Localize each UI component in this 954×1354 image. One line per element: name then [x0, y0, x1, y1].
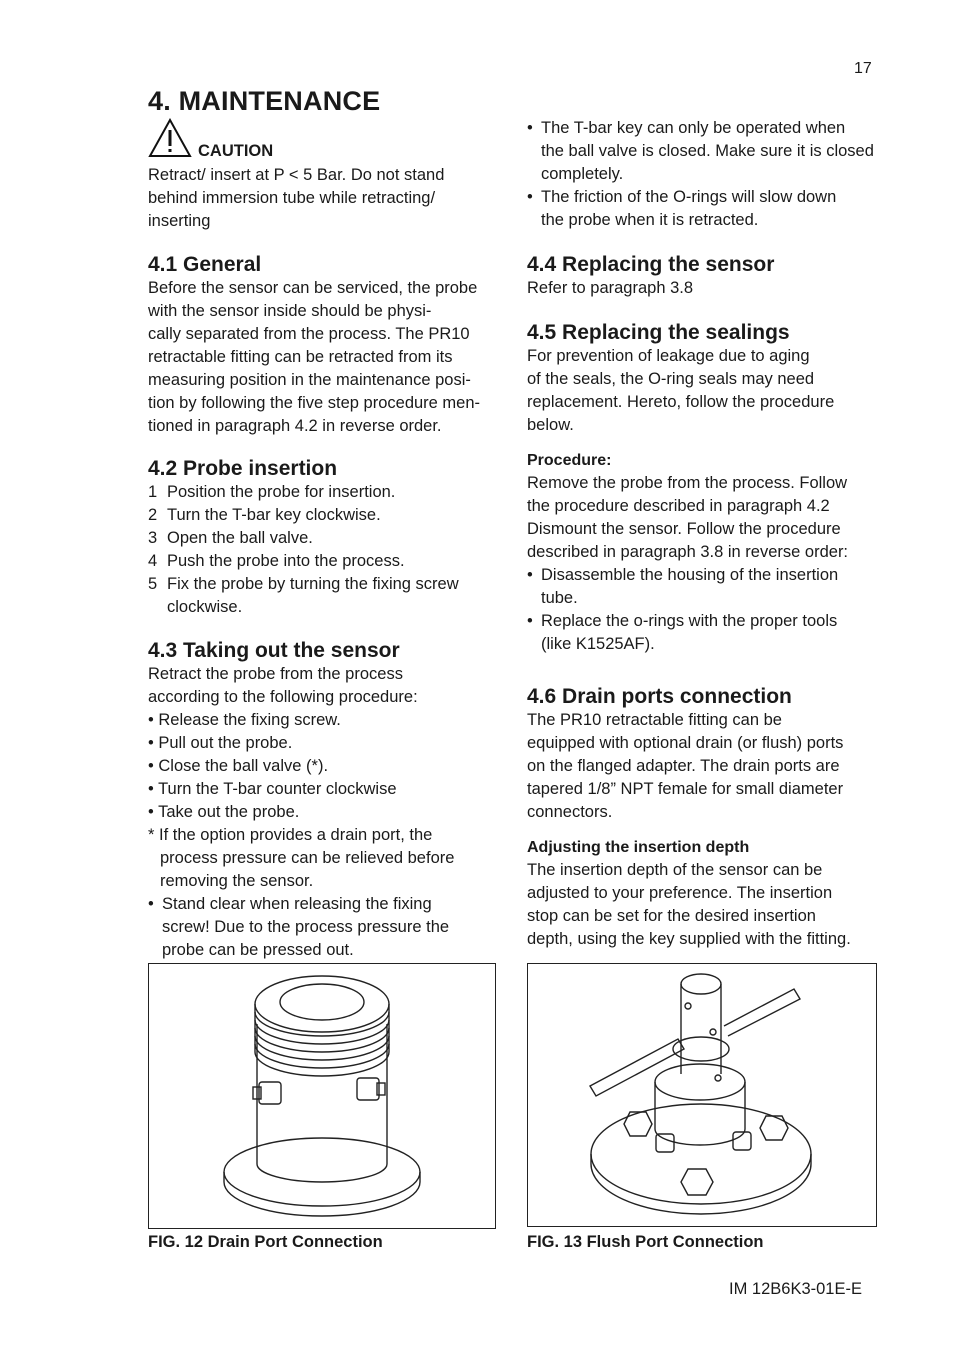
paragraph-line: Dismount the sensor. Follow the procedure [527, 520, 841, 538]
section-probe-insertion [148, 456, 498, 619]
section-heading: 4.3 Taking out the sensor [148, 639, 400, 662]
procedure-label: Procedure: [527, 452, 612, 469]
paragraph-line: replacement. Hereto, follow the procedure [527, 393, 835, 411]
paragraph-line: described in paragraph 3.8 in reverse order: [527, 543, 849, 561]
figure-13-flush-port [527, 963, 877, 1227]
paragraph-line: depth, using the key supplied with the fitting. [527, 930, 851, 948]
right-bullets [527, 117, 879, 232]
paragraph-line: adjusted to your preference. The insertion [527, 884, 833, 902]
list-item: • Close the ball valve (*). [148, 757, 329, 775]
list-item: the ball valve is closed. Make sure it is closed [541, 142, 874, 160]
note-line: * If the option provides a drain port, the [148, 826, 433, 844]
section-drain-ports [527, 684, 879, 951]
warning-triangle-icon [148, 118, 192, 158]
list-item: 5 Fix the probe by turning the fixing screw [148, 575, 459, 593]
figure-13-caption: FIG. 13 Flush Port Connection [527, 1233, 764, 1251]
list-item: completely. [541, 165, 624, 183]
list-item: 1 Position the probe for insertion. [148, 483, 396, 501]
paragraph-line: tapered 1/8” NPT female for small diameter [527, 780, 844, 798]
caution-label: CAUTION [198, 142, 274, 160]
title-text: 4. MAINTENANCE [148, 86, 381, 116]
section-heading: 4.2 Probe insertion [148, 457, 338, 480]
note-line: process pressure can be relieved before [160, 849, 455, 867]
list-item: • Pull out the probe. [148, 734, 293, 752]
list-item: • Release the fixing screw. [148, 711, 341, 729]
list-item: • The T-bar key can only be operated when [527, 119, 846, 137]
paragraph-line: tioned in paragraph 4.2 in reverse order. [148, 417, 442, 435]
paragraph-line: Retract the probe from the process [148, 665, 403, 683]
section-heading: 4.6 Drain ports connection [527, 685, 792, 708]
paragraph-line: of the seals, the O-ring seals may need [527, 370, 815, 388]
list-item: • The friction of the O-rings will slow down [527, 188, 837, 206]
paragraph-line: with the sensor inside should be physi- [148, 302, 432, 320]
figure-12-caption: FIG. 12 Drain Port Connection [148, 1233, 383, 1251]
paragraph-line: The insertion depth of the sensor can be [527, 861, 823, 879]
list-item: • Disassemble the housing of the insertion [527, 566, 839, 584]
numbered-list [148, 481, 498, 619]
paragraph-line: Refer to paragraph 3.8 [527, 279, 694, 297]
list-item: 4 Push the probe into the process. [148, 552, 405, 570]
section-heading: 4.5 Replacing the sealings [527, 321, 790, 344]
list-item: 3 Open the ball valve. [148, 529, 313, 547]
list-item: tube. [541, 589, 578, 607]
list-item: 2 Turn the T-bar key clockwise. [148, 506, 381, 524]
paragraph-line: cally separated from the process. The PR10 [148, 325, 470, 343]
list-item: • Turn the T-bar counter clockwise [148, 780, 397, 798]
paragraph-line: The PR10 retractable fitting can be [527, 711, 782, 729]
list-item: the probe when it is retracted. [541, 211, 759, 229]
paragraph-line: on the flanged adapter. The drain ports are [527, 757, 840, 775]
page-number: 17 [854, 60, 872, 77]
paragraph-line: tion by following the five step procedure men- [148, 394, 481, 412]
list-item: screw! Due to the process pressure the [162, 918, 450, 936]
bullet-list [148, 709, 498, 824]
paragraph-line: the procedure described in paragraph 4.2 [527, 497, 830, 515]
paragraph-line: For prevention of leakage due to aging [527, 347, 810, 365]
section-replacing-sensor [527, 252, 879, 300]
paragraph-line: measuring position in the maintenance posi- [148, 371, 471, 389]
drain-port-illustration [149, 964, 495, 1228]
paragraph-line: stop can be set for the desired insertion [527, 907, 816, 925]
list-item: (like K1525AF). [541, 635, 655, 653]
list-item: clockwise. [167, 598, 243, 616]
flush-port-illustration [528, 964, 876, 1226]
paragraph-line: equipped with optional drain (or flush) ports [527, 734, 844, 752]
paragraph-line: connectors. [527, 803, 613, 821]
section-general [148, 252, 498, 438]
caution-line: behind immersion tube while retracting/ [148, 189, 436, 207]
paragraph-line: according to the following procedure: [148, 688, 418, 706]
figure-12-drain-port [148, 963, 496, 1229]
list-item: • Take out the probe. [148, 803, 300, 821]
bullet-list [527, 117, 879, 232]
bullet-list [527, 564, 879, 656]
paragraph-line: Before the sensor can be serviced, the probe [148, 279, 478, 297]
list-item: • Replace the o-rings with the proper tools [527, 612, 838, 630]
paragraph-line: below. [527, 416, 574, 434]
section-taking-out [148, 638, 498, 962]
paragraph-line: retractable fitting can be retracted from its [148, 348, 453, 366]
sub-heading: Adjusting the insertion depth [527, 839, 750, 856]
caution-block [148, 118, 274, 163]
list-item: • Stand clear when releasing the fixing [148, 895, 432, 913]
section-heading: 4.1 General [148, 253, 262, 276]
caution-line: Retract/ insert at P < 5 Bar. Do not stand [148, 166, 445, 184]
paragraph-line: Remove the probe from the process. Follow [527, 474, 848, 492]
note-line: removing the sensor. [160, 872, 314, 890]
page-title [148, 86, 380, 117]
list-item: probe can be pressed out. [162, 941, 354, 959]
caution-text [148, 164, 498, 233]
section-heading: 4.4 Replacing the sensor [527, 253, 775, 276]
section-replacing-sealings [527, 320, 879, 656]
bullet-list [148, 893, 498, 962]
document-id-footer: IM 12B6K3-01E-E [729, 1280, 862, 1298]
caution-line: inserting [148, 212, 211, 230]
